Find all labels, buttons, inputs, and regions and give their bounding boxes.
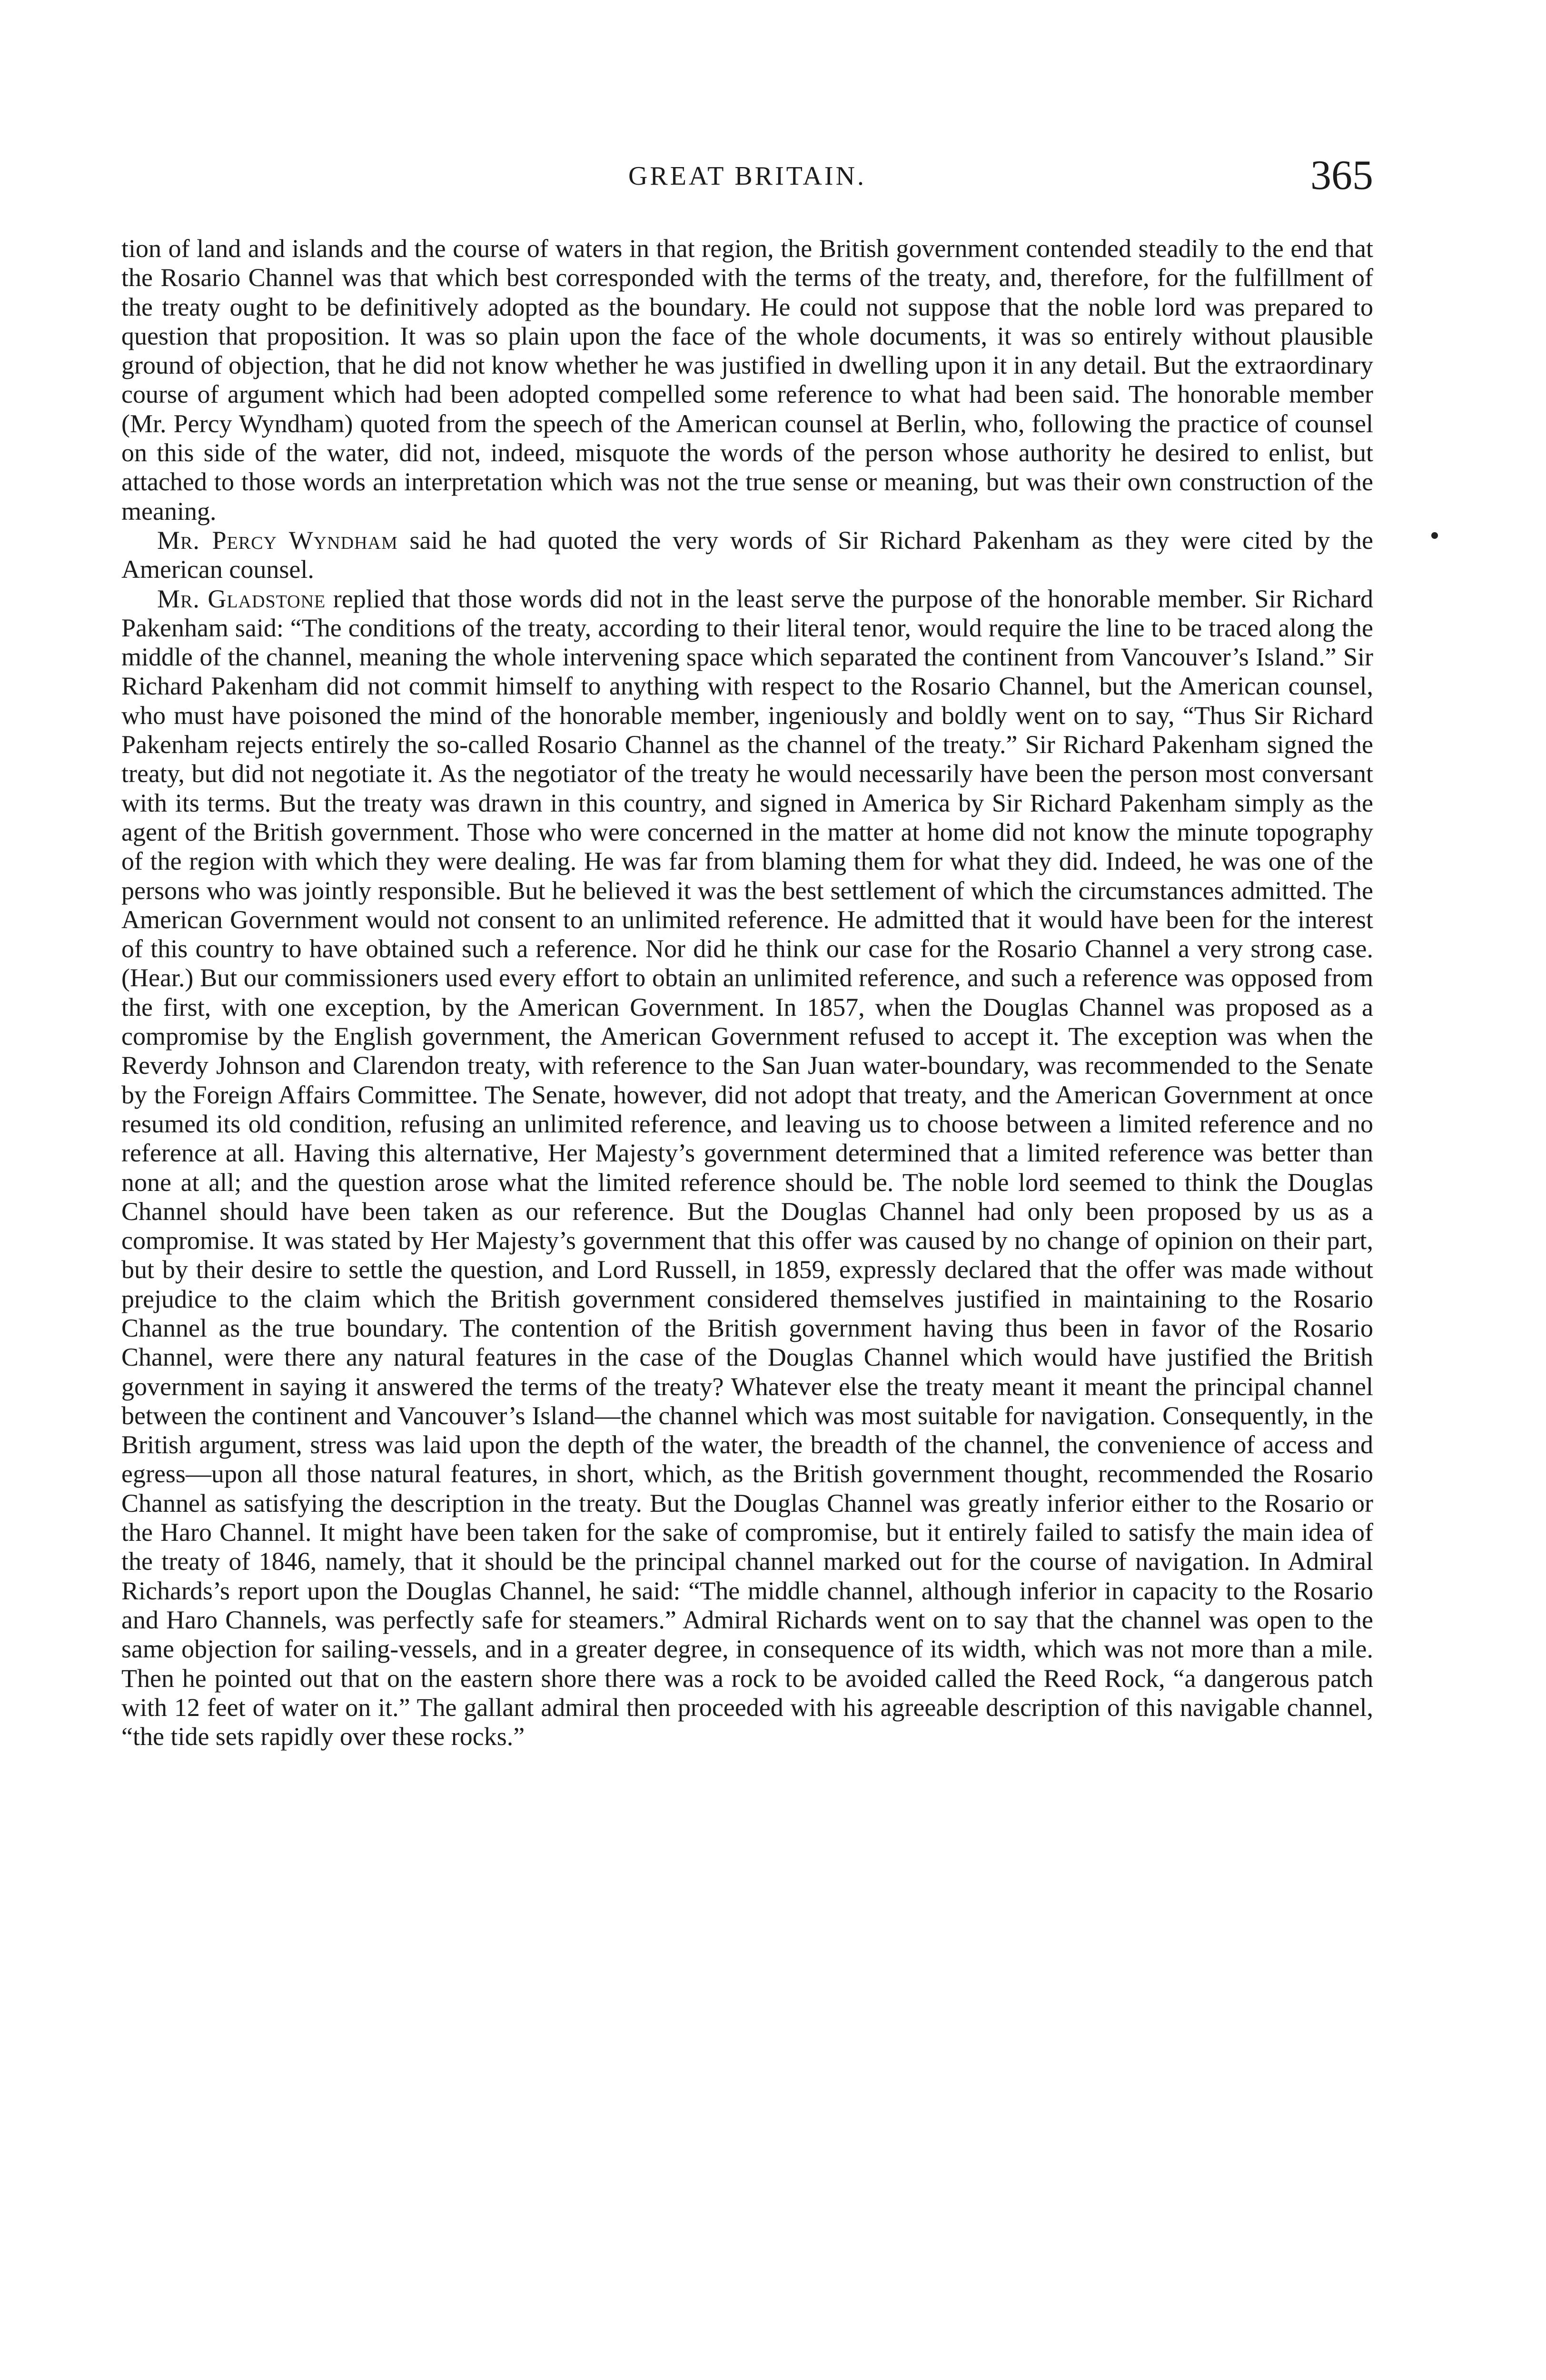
paragraph-gladstone — [121, 585, 1373, 1752]
margin-ink-dot — [1431, 532, 1438, 539]
speaker-name: Mr. Percy Wyndham — [157, 526, 398, 555]
speaker-name: Mr. Gladstone — [157, 584, 326, 613]
body-text — [121, 234, 1373, 1751]
paragraph-text: tion of land and islands and the course of waters in that region, the British government contended steadily to the end that the Rosario Channel was that which best corresponded with the terms of the treaty, and, therefore, for the fulfillment of the treaty ought to be definitively adopted as the boundary. He could not suppose that the noble lord was prepared to question that proposition. It was so plain upon the face of the whole documents, it was so entirely without plausible ground of objection, that he did not know whether he was justified in dwelling upon it in any detail. But the extraordinary course of argument which had been adopted compelled some reference to what had been said. The honorable member (Mr. Percy Wyndham) quoted from the speech of the American counsel at Berlin, who, following the practice of counsel on this side of the water, did not, indeed, misquote the words of the person whose authority he desired to enlist, but attached to those words an interpretation which was not the true sense or meaning, but was their own construction of the meaning. — [121, 234, 1373, 526]
paragraph-wyndham — [121, 526, 1373, 585]
paragraph-continuation — [121, 234, 1373, 526]
paragraph-text: replied that those words did not in the least serve the purpose of the honorable member. Sir Richard Pakenham said: “The conditions of the treaty, according to their literal tenor, would require the line to be traced along the middle of the channel, meaning the whole intervening space which separated the continent from Vancouver’s Island.” Sir Richard Pakenham did not commit himself to anything with respect to the Rosario Channel, but the American counsel, who must have poisoned the mind of the honorable member, ingeniously and boldly went on to say, “Thus Sir Richard Pakenham rejects entirely the so-called Rosario Channel as the channel of the treaty.” Sir Richard Pakenham signed the treaty, but did not negotiate it. As the negotiator of the treaty he would necessarily have been the person most conversant with its terms. But the treaty was drawn in this country, and signed in America by Sir Richard Pakenham simply as the agent of the British government. Those who were concerned in the matter at home did not know the minute topography of the region with which they were dealing. He was far from blaming them for what they did. Indeed, he was one of the persons who was jointly responsible. But he believed it was the best settlement of which the circumstances admitted. The American Government would not consent to an unlimited reference. He admitted that it would have been for the interest of this country to have obtained such a reference. Nor did he think our case for the Rosario Channel a very strong case. (Hear.) But our commissioners used every effort to obtain an unlimited reference, and such a reference was opposed from the first, with one exception, by the American Government. In 1857, when the Douglas Channel was proposed as a compromise by the English government, the American Government refused to accept it. The exception was when the Reverdy Johnson and Clarendon treaty, with reference to the San Juan water-boundary, was recommended to the Senate by the Foreign Affairs Committee. The Senate, however, did not adopt that treaty, and the American Government at once resumed its old condition, refusing an unlimited reference, and leaving us to choose between a limited reference and no reference at all. Having this alternative, Her Majesty’s government determined that a limited reference was better than none at all; and the question arose what the limited reference should be. The noble lord seemed to think the Douglas Channel should have been taken as our reference. But the Douglas Channel had only been proposed by us as a compromise. It was stated by Her Majesty’s government that this offer was caused by no change of opinion on their part, but by their desire to settle the question, and Lord Russell, in 1859, expressly declared that the offer was made without prejudice to the claim which the British government considered themselves justified in maintaining to the Rosario Channel as the true boundary. The contention of the British government having thus been in favor of the Rosario Channel, were there any natural features in the case of the Douglas Channel which would have justified the British government in saying it answered the terms of the treaty? Whatever else the treaty meant it meant the principal channel between the continent and Vancouver’s Island—the channel which was most suitable for navigation. Consequently, in the British argument, stress was laid upon the depth of the water, the breadth of the channel, the convenience of access and egress—upon all those natural features, in short, which, as the British government thought, recommended the Rosario Channel as satisfying the description in the treaty. But the Douglas Channel was greatly inferior either to the Rosario or the Haro Channel. It might have been taken for the sake of compromise, but it entirely failed to satisfy the main idea of the treaty of 1846, namely, that it should be the principal channel marked out for the course of navigation. In Admiral Richards’s report upon the Douglas Channel, he said: “The middle channel, although inferior in capacity to the Rosario and Haro Channels, was perfectly safe for steamers.” Admiral Richards went on to say that the channel was open to the same objection for sailing-vessels, and in a greater degree, in consequence of its width, which was not more than a mile. Then he pointed out that on the eastern shore there was a rock to be avoided called the Reed Rock, “a dangerous patch with 12 feet of water on it.” The gallant admiral then proceeded with his agreeable description of this navigable channel, “the tide sets rapidly over these rocks.” — [121, 584, 1373, 1751]
running-title: GREAT BRITAIN. — [628, 161, 867, 191]
paragraph-text: said he had quoted the very words of Sir Richard Pakenham as they were cited by the American counsel. — [121, 526, 1374, 584]
page-number: 365 — [1310, 152, 1373, 198]
running-head — [121, 151, 1373, 204]
